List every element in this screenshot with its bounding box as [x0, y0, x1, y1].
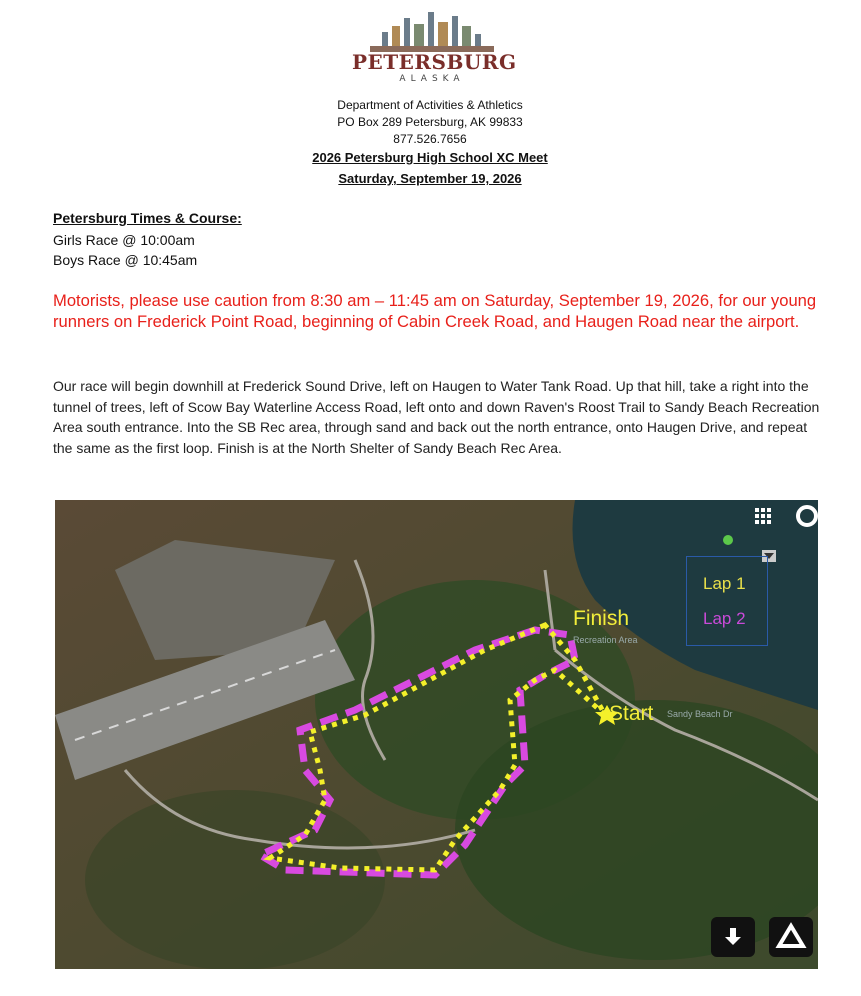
legend-lap-1: Lap 1 [703, 574, 746, 593]
road-label: Sandy Beach Dr [667, 709, 733, 719]
finish-label: Finish [573, 607, 630, 630]
start-label: Start [609, 702, 654, 725]
course-description: Our race will begin downhill at Frederick Sound Drive, left on Haugen to Water Tank Road. Up that hill, take a right into the tunnel of trees, left of Scow Bay Waterline Access Road, left onto and down Raven's Roost Trail to Sandy Beach Recreation Area south entrance. Into the SB Rec area, through sand and back out the north entrance, onto Haugen Drive, and repeat the same as the first loop. Finish is at the North Shelter of Sandy Beach Rec Area. [53, 378, 820, 456]
boys-race-time: Boys Race @ 10:45am [53, 252, 198, 268]
logo-subtitle: ALASKA [399, 74, 465, 84]
department-phone: 877.526.7656 [393, 132, 467, 146]
legend-lap-2: Lap 2 [703, 609, 746, 628]
schedule-heading: Petersburg Times & Course: [53, 210, 242, 226]
drive-icon [769, 917, 813, 957]
motorist-warning: Motorists, please use caution from 8:30 am – 11:45 am on Saturday, September 19, 2026, for our young runners on Frederick Point Road, beginning of Cabin Creek Road, and Haugen Road near the airport. [53, 291, 817, 331]
course-map [55, 500, 818, 969]
event-date: Saturday, September 19, 2026 [338, 171, 522, 186]
download-icon [711, 917, 755, 957]
drive-button[interactable] [769, 917, 813, 957]
lap-legend [686, 556, 768, 646]
download-button[interactable] [711, 917, 755, 957]
department-name: Department of Activities & Athletics [337, 98, 523, 112]
event-title: 2026 Petersburg High School XC Meet [312, 150, 548, 165]
department-address: PO Box 289 Petersburg, AK 99833 [337, 115, 523, 129]
girls-race-time: Girls Race @ 10:00am [53, 232, 195, 248]
area-label: Recreation Area [573, 635, 638, 645]
logo-wordmark: PETERSBURG [352, 50, 517, 74]
